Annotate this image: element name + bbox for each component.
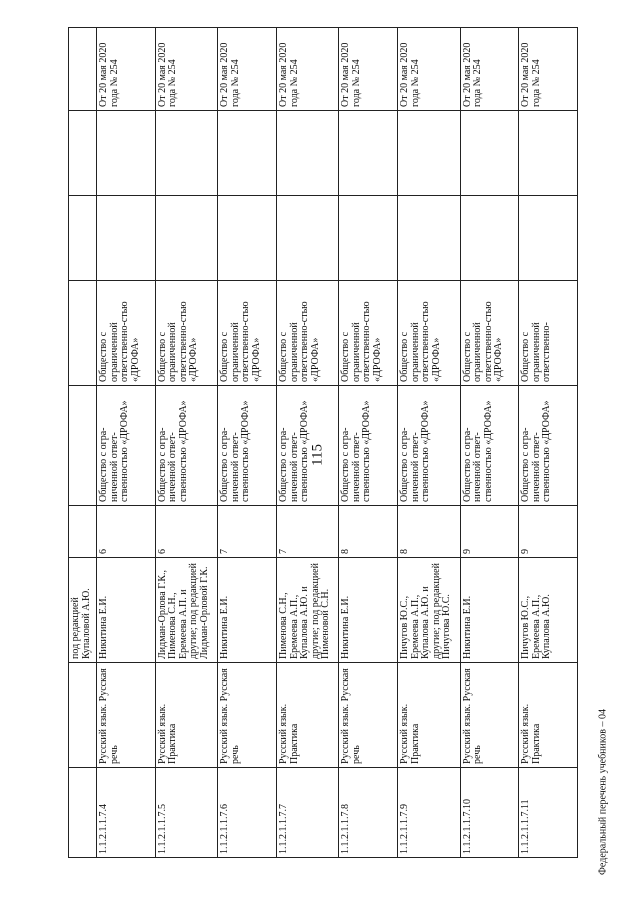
table-row [218, 28, 277, 858]
cell-code: 1.1.2.1.1.7.8 [339, 768, 398, 858]
cell-grade: 7 [277, 506, 339, 558]
cell-title: Русский язык. Русская речь [97, 663, 156, 768]
cell-code: 1.1.2.1.1.7.11 [519, 768, 578, 858]
table-body [69, 28, 578, 858]
cell-code: 1.1.2.1.1.7.10 [460, 768, 519, 858]
cell-order: От 20 мая 2020 года № 254 [519, 28, 578, 111]
cell-extra-2 [218, 111, 277, 196]
cell-title: Русский язык. Практика [398, 663, 460, 768]
cell-order: От 20 мая 2020 года № 254 [277, 28, 339, 111]
cell-title: Русский язык. Практика [155, 663, 217, 768]
cell-order [69, 28, 97, 111]
cell-extra-2 [69, 111, 97, 196]
table-row [339, 28, 398, 858]
cell-code [69, 768, 97, 858]
cell-publisher [69, 386, 97, 506]
cell-extra-1 [277, 196, 339, 281]
cell-publisher: Общество с огра-ниченной ответ-ственностью «ДРОФА» [218, 386, 277, 506]
cell-manufacturer: Общество с ограниченной ответственно- [519, 281, 578, 386]
table-row [519, 28, 578, 858]
cell-manufacturer: Общество с ограниченной ответственно-стью «ДРОФА» [155, 281, 217, 386]
cell-code: 1.1.2.1.1.7.6 [218, 768, 277, 858]
cell-extra-2 [339, 111, 398, 196]
cell-title: Русский язык. Русская речь [218, 663, 277, 768]
cell-extra-1 [218, 196, 277, 281]
table-row-continuation [69, 28, 97, 858]
cell-extra-1 [69, 196, 97, 281]
cell-code: 1.1.2.1.1.7.9 [398, 768, 460, 858]
cell-extra-1 [460, 196, 519, 281]
cell-authors: Никитина Е.И. [339, 558, 398, 663]
cell-order: От 20 мая 2020 года № 254 [97, 28, 156, 111]
footer-note: Федеральный перечень учебников – 04 [597, 709, 609, 875]
cell-authors: Лидман-Орлова Г.К., Пименова С.Н., Еремеева А.П. и другие; под редакцией Лидман-Орловой Г.К. [155, 558, 217, 663]
cell-authors: Никитина Е.И. [97, 558, 156, 663]
table-row [398, 28, 460, 858]
cell-title: Русский язык. Практика [519, 663, 578, 768]
cell-extra-1 [97, 196, 156, 281]
cell-grade: 8 [339, 506, 398, 558]
cell-authors: Пичугов Ю.С., Еремеева А.П., Купалова А.Ю. [519, 558, 578, 663]
cell-order: От 20 мая 2020 года № 254 [398, 28, 460, 111]
cell-authors: Никитина Е.И. [218, 558, 277, 663]
cell-title [69, 663, 97, 768]
cell-extra-2 [97, 111, 156, 196]
textbook-table-container [68, 28, 578, 858]
cell-extra-1 [519, 196, 578, 281]
cell-title: Русский язык. Практика [277, 663, 339, 768]
cell-manufacturer: Общество с ограниченной ответственно-стью «ДРОФА» [277, 281, 339, 386]
cell-authors: под редакцией Купаловой А.Ю. [69, 558, 97, 663]
cell-publisher: Общество с огра-ниченной ответ-ственностью «ДРОФА» [398, 386, 460, 506]
cell-authors: Пичугов Ю.С., Еремеева А.П., Купалова А.Ю. и другие; под редакцией Пичугова Ю.С. [398, 558, 460, 663]
cell-authors: Никитина Е.И. [460, 558, 519, 663]
cell-code: 1.1.2.1.1.7.7 [277, 768, 339, 858]
page-number: 115 [309, 444, 326, 466]
cell-grade [69, 506, 97, 558]
cell-title: Русский язык. Русская речь [460, 663, 519, 768]
textbook-list-table [68, 27, 578, 858]
cell-grade: 6 [155, 506, 217, 558]
cell-order: От 20 мая 2020 года № 254 [218, 28, 277, 111]
cell-grade: 6 [97, 506, 156, 558]
cell-order: От 20 мая 2020 года № 254 [460, 28, 519, 111]
cell-extra-2 [398, 111, 460, 196]
cell-grade: 8 [398, 506, 460, 558]
cell-manufacturer: Общество с ограниченной ответственно-стью «ДРОФА» [97, 281, 156, 386]
cell-title: Русский язык. Русская речь [339, 663, 398, 768]
cell-publisher: Общество с огра-ниченной ответ-ственностью «ДРОФА» [155, 386, 217, 506]
cell-grade: 9 [460, 506, 519, 558]
cell-manufacturer [69, 281, 97, 386]
cell-grade: 7 [218, 506, 277, 558]
cell-grade: 9 [519, 506, 578, 558]
cell-order: От 20 мая 2020 года № 254 [339, 28, 398, 111]
cell-extra-1 [339, 196, 398, 281]
cell-publisher: Общество с огра-ниченной ответ-ственностью «ДРОФА» [339, 386, 398, 506]
cell-publisher: Общество с огра-ниченной ответ-ственностью «ДРОФА» [277, 386, 339, 506]
cell-extra-2 [519, 111, 578, 196]
cell-manufacturer: Общество с ограниченной ответственно-стью «ДРОФА» [339, 281, 398, 386]
cell-extra-2 [277, 111, 339, 196]
table-row [460, 28, 519, 858]
cell-extra-1 [155, 196, 217, 281]
table-row [277, 28, 339, 858]
cell-extra-1 [398, 196, 460, 281]
cell-publisher: Общество с огра-ниченной ответ-ственностью «ДРОФА» [460, 386, 519, 506]
cell-extra-2 [155, 111, 217, 196]
cell-publisher: Общество с огра-ниченной ответ-ственностью «ДРОФА» [519, 386, 578, 506]
cell-code: 1.1.2.1.1.7.4 [97, 768, 156, 858]
cell-code: 1.1.2.1.1.7.5 [155, 768, 217, 858]
cell-extra-2 [460, 111, 519, 196]
table-row [155, 28, 217, 858]
cell-publisher: Общество с огра-ниченной ответ-ственностью «ДРОФА» [97, 386, 156, 506]
cell-manufacturer: Общество с ограниченной ответственно-стью «ДРОФА» [398, 281, 460, 386]
cell-manufacturer: Общество с ограниченной ответственно-стью «ДРОФА» [218, 281, 277, 386]
cell-manufacturer: Общество с ограниченной ответственно-стью «ДРОФА» [460, 281, 519, 386]
cell-authors: Пименова С.Н., Еремеева А.П., Купалова А.Ю. и другие; под редакцией Пименовой С.Н. [277, 558, 339, 663]
table-row [97, 28, 156, 858]
cell-order: От 20 мая 2020 года № 254 [155, 28, 217, 111]
